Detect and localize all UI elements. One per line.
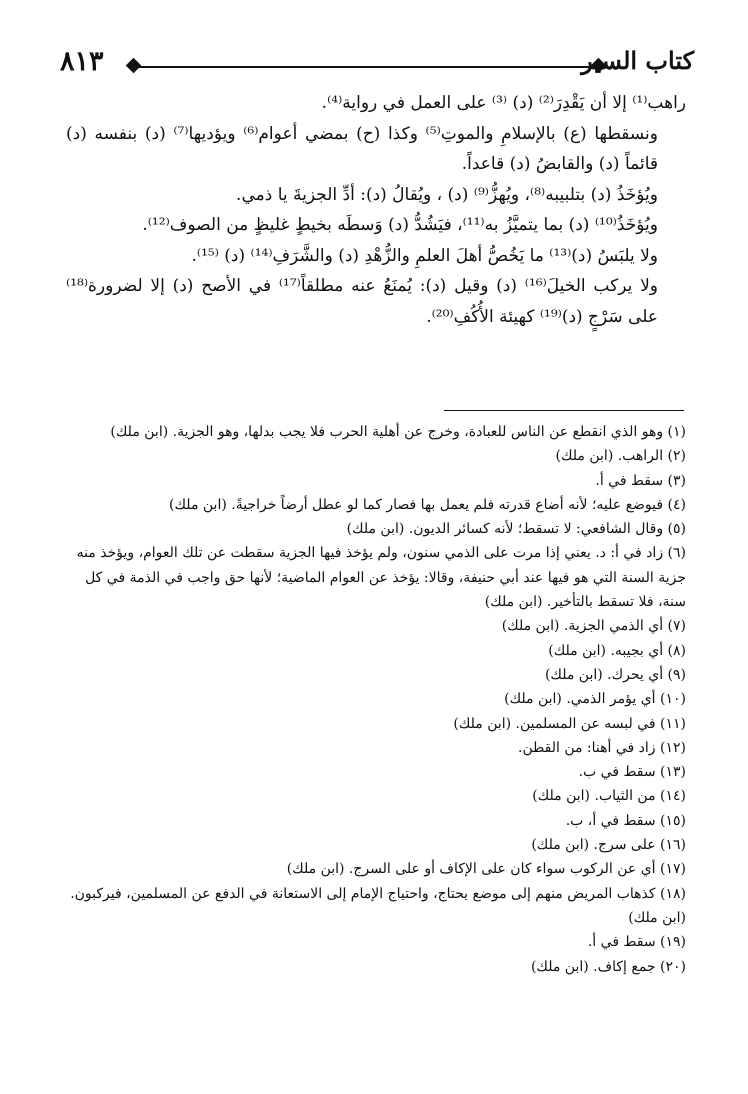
footnote: (٧) أي الذمي الجزية. (ابن ملك) xyxy=(501,618,686,635)
footnote: (٤) فيوضع عليه؛ لأنه أضاع قدرته فلم يعمل بها فصار كما لو عطل أرضاً خراجيةً. (ابن ملك) xyxy=(169,496,686,513)
footnote: (١٥) سقط في أ، ب. xyxy=(565,812,686,829)
footnote: (٩) أي يحرك. (ابن ملك) xyxy=(544,666,686,683)
header-rule xyxy=(134,66,598,68)
footnote: (٨) أي بجيبه. (ابن ملك) xyxy=(548,642,686,659)
main-text xyxy=(66,88,686,332)
page-header xyxy=(54,44,694,84)
main-paragraph: ولا يركب الخيلَ⁽¹⁶⁾ (د) وقيل (د): يُمنَعُ عنه مطلقاً⁽¹⁷⁾ في الأصح (د) إلا لضرورة⁽¹⁸⁾ على سَرْجٍ (د)⁽¹⁹⁾ كهيئة الأُكُفِ⁽²⁰⁾. xyxy=(66,276,658,327)
footnote: (١٣) سقط في ب. xyxy=(578,764,686,781)
footnote-separator xyxy=(444,410,684,411)
main-paragraph: ويُؤخَذُ (د) بتلبيبه⁽⁸⁾، ويُهزُّ⁽⁹⁾ (د) ، ويُقالُ (د): أدِّ الجزيةَ يا ذمي. xyxy=(236,184,658,205)
footnotes xyxy=(66,420,686,979)
footnote: (١٢) زاد في أهنا: من القطن. xyxy=(518,739,686,756)
main-paragraph: ولا يلبَسُ (د)⁽¹³⁾ ما يَخُصُّ أهلَ العلمِ والزُّهْدِ (د) والشَّرَفِ⁽¹⁴⁾ (د) ⁽¹⁵⁾. xyxy=(191,245,658,266)
footnote: (١١) في لبسه عن المسلمين. (ابن ملك) xyxy=(453,715,686,732)
main-paragraph: راهب⁽¹⁾ إلا أن يَقْدِرَ⁽²⁾ (د) ⁽³⁾ على العمل في رواية⁽⁴⁾. xyxy=(321,93,686,113)
footnote: (٢) الراهب. (ابن ملك) xyxy=(555,448,686,465)
running-title: كتاب السير xyxy=(581,46,694,75)
footnote: (١٤) من الثياب. (ابن ملك) xyxy=(532,788,686,805)
footnote: (١٨) كذهاب المريض منهم إلى موضع يحتاج، واحتياج الإمام إلى الاستعانة في الدفع عن المسلمين، فيركبون. (ابن ملك) xyxy=(70,885,686,926)
footnote: (١) وهو الذي انقطع عن الناس للعبادة، وخرج عن أهلية الحرب فلا يجب بدلها، وهو الجزية. (ابن ملك) xyxy=(110,424,686,440)
main-paragraph: ونسقطها (ع) بالإسلامِ والموتِ⁽⁵⁾ وكذا (ح) بمضي أعوام⁽⁶⁾ ويؤديها⁽⁷⁾ (د) بنفسه (د) قائماً (د) والقابضُ (د) قاعداً. xyxy=(66,123,658,174)
main-paragraph: ويُؤخَذُ⁽¹⁰⁾ (د) بما يتميَّزُ به⁽¹¹⁾، فيَشُدُّ (د) وَسطَه بخيطٍ غليظٍ من الصوف⁽¹²⁾. xyxy=(142,215,658,235)
footnote: (١٠) أي يؤمر الذمي. (ابن ملك) xyxy=(504,691,686,708)
page-number: ٨١٣ xyxy=(60,46,104,77)
footnote: (٥) وقال الشافعي: لا تسقط؛ لأنه كسائر الديون. (ابن ملك) xyxy=(346,521,686,538)
footnote: (١٧) أي عن الركوب سواء كان على الإكاف أو على السرج. (ابن ملك) xyxy=(286,861,686,878)
footnote: (٦) زاد في أ: د. يعني إذا مرت على الذمي سنون، ولم يؤخذ فيها الجزية سقطت عن تلك العوام، ويؤخذ منه جزية السنة التي هو فيها عند أبي حنيفة، وقالا: يؤخذ عن العوام الماضية؛ لأنها حق واجب في الذمة في كل سنة، فلا تسقط بالتأخير. (ابن ملك) xyxy=(76,545,686,611)
footnote: (٣) سقط في أ. xyxy=(595,472,686,489)
footnote: (٢٠) جمع إكاف. (ابن ملك) xyxy=(530,958,686,975)
footnote: (١٦) على سرج. (ابن ملك) xyxy=(531,837,686,854)
footnote: (١٩) سقط في أ. xyxy=(587,934,686,951)
